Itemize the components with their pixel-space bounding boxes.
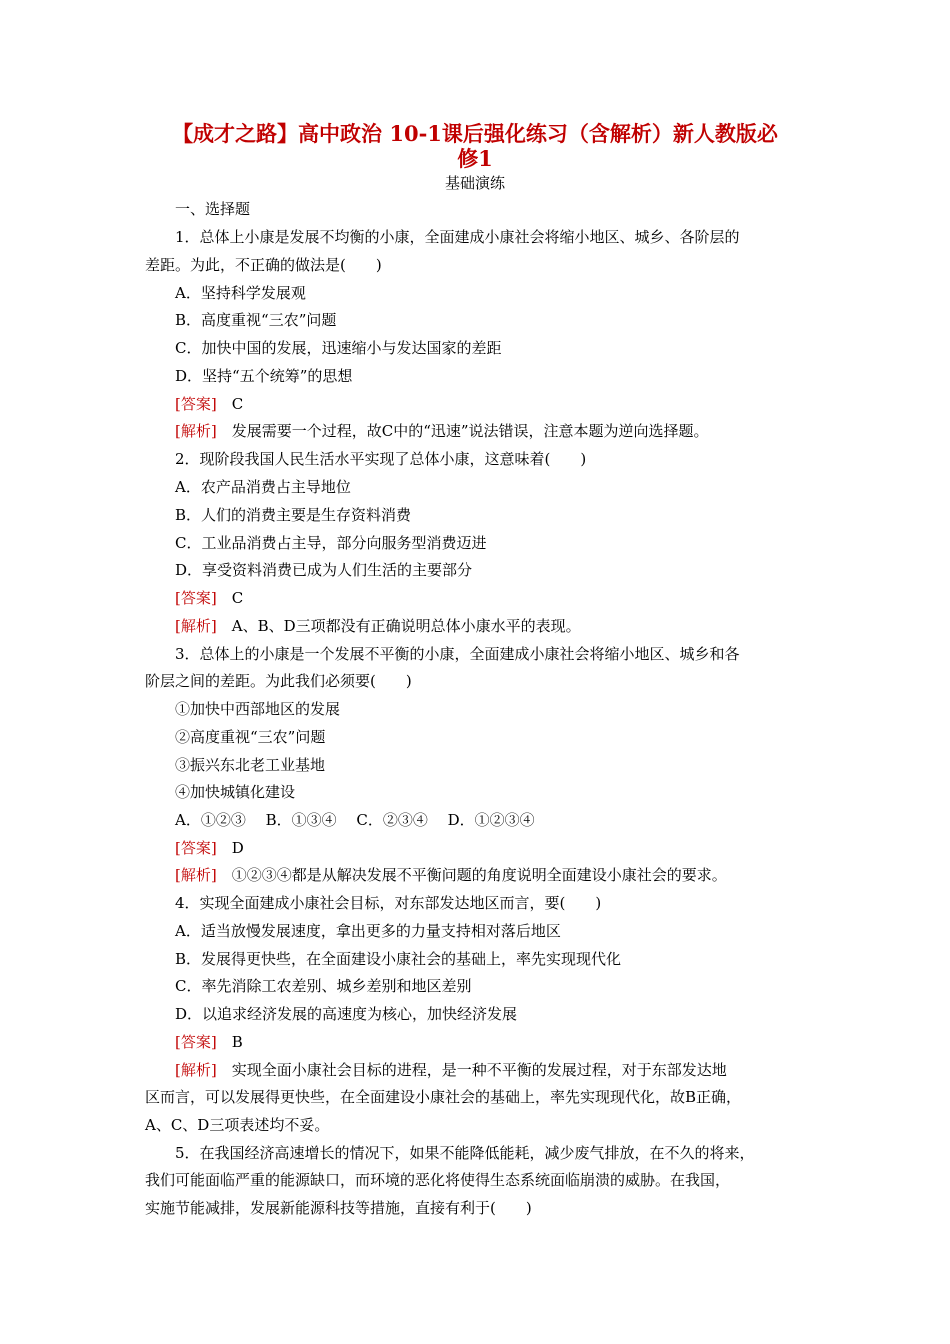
q1-answer-value: C	[231, 395, 244, 413]
q2-answer	[175, 588, 243, 608]
document-title	[150, 121, 800, 171]
q4-answer-value: B	[231, 1033, 243, 1051]
q3-item-1: ①加快中西部地区的发展	[175, 700, 341, 718]
q3-answer	[175, 838, 244, 858]
q2-option-c: C．工业品消费占主导，部分向服务型消费迈进	[175, 534, 487, 552]
q4-option-a: A．适当放慢发展速度，拿出更多的力量支持相对落后地区	[175, 922, 561, 940]
q3-answer-value: D	[231, 839, 244, 857]
q1-analysis	[175, 421, 709, 441]
q3-item-2: ②高度重视“三农”问题	[175, 728, 326, 746]
q1-option-a: A．坚持科学发展观	[175, 284, 306, 302]
q1-analysis-text: 发展需要一个过程，故C中的“迅速”说法错误，注意本题为逆向选择题。	[231, 422, 709, 440]
q5-stem-line-3: 实施节能减排，发展新能源科技等措施，直接有利于( )	[145, 1199, 532, 1217]
q1-answer	[175, 394, 243, 414]
q2-stem-line-1: 2．现阶段我国人民生活水平实现了总体小康，这意味着( )	[175, 450, 587, 468]
q5-stem-line-1: 5．在我国经济高速增长的情况下，如果不能降低能耗，减少废气排放，在不久的将来，	[175, 1144, 755, 1162]
q1-option-d: D．坚持“五个统筹”的思想	[175, 367, 353, 385]
q2-answer-value: C	[231, 589, 244, 607]
q4-analysis-text: 实现全面小康社会目标的进程，是一种不平衡的发展过程，对于东部发达地	[231, 1061, 727, 1079]
analysis-tag: [解析]	[175, 422, 217, 440]
answer-tag: [答案]	[175, 589, 217, 607]
analysis-tag: [解析]	[175, 866, 217, 884]
q4-option-d: D．以追求经济发展的高速度为核心，加快经济发展	[175, 1005, 518, 1023]
section-heading: 一、选择题	[175, 200, 251, 218]
q2-analysis	[175, 616, 581, 636]
q3-analysis-text: ①②③④都是从解决发展不平衡问题的角度说明全面建设小康社会的要求。	[231, 866, 727, 884]
q4-analysis-line-2: 区而言，可以发展得更快些，在全面建设小康社会的基础上，率先实现现代化，故B正确，	[145, 1088, 742, 1106]
title-line-1: 【成才之路】高中政治 10-1课后强化练习（含解析）新人教版必	[172, 121, 778, 146]
subtitle: 基础演练	[444, 174, 505, 192]
title-line-2: 修1	[457, 146, 493, 171]
answer-tag: [答案]	[175, 395, 217, 413]
q1-stem-line-2: 差距。为此，不正确的做法是( )	[145, 256, 382, 274]
q4-option-c: C．率先消除工农差别、城乡差别和地区差别	[175, 977, 472, 995]
q3-options: A．①②③ B．①③④ C．②③④ D．①②③④	[175, 811, 535, 829]
q4-analysis-line-1	[175, 1060, 727, 1080]
q2-option-d: D．享受资料消费已成为人们生活的主要部分	[175, 561, 473, 579]
q4-answer	[175, 1032, 243, 1052]
q2-option-b: B．人们的消费主要是生存资料消费	[175, 506, 412, 524]
answer-tag: [答案]	[175, 839, 217, 857]
q3-stem-line-1: 3．总体上的小康是一个发展不平衡的小康，全面建成小康社会将缩小地区、城乡和各	[175, 645, 740, 663]
q4-stem-line-1: 4．实现全面建成小康社会目标，对东部发达地区而言，要( )	[175, 894, 602, 912]
q1-option-c: C．加快中国的发展，迅速缩小与发达国家的差距	[175, 339, 502, 357]
q4-analysis-line-3: A、C、D三项表述均不妥。	[145, 1116, 330, 1134]
analysis-tag: [解析]	[175, 617, 217, 635]
q3-analysis	[175, 865, 727, 885]
analysis-tag: [解析]	[175, 1061, 217, 1079]
q1-stem-line-1: 1．总体上小康是发展不均衡的小康，全面建成小康社会将缩小地区、城乡、各阶层的	[175, 228, 740, 246]
q5-stem-line-2: 我们可能面临严重的能源缺口，而环境的恶化将使得生态系统面临崩溃的威胁。在我国，	[145, 1171, 731, 1189]
q3-item-4: ④加快城镇化建设	[175, 783, 296, 801]
q3-item-3: ③振兴东北老工业基地	[175, 756, 326, 774]
q1-option-b: B．高度重视“三农”问题	[175, 311, 337, 329]
q4-option-b: B．发展得更快些，在全面建设小康社会的基础上，率先实现现代化	[175, 950, 622, 968]
answer-tag: [答案]	[175, 1033, 217, 1051]
q3-stem-line-2: 阶层之间的差距。为此我们必须要( )	[145, 672, 412, 690]
q2-analysis-text: A、B、D三项都没有正确说明总体小康水平的表现。	[231, 617, 581, 635]
q2-option-a: A．农产品消费占主导地位	[175, 478, 351, 496]
